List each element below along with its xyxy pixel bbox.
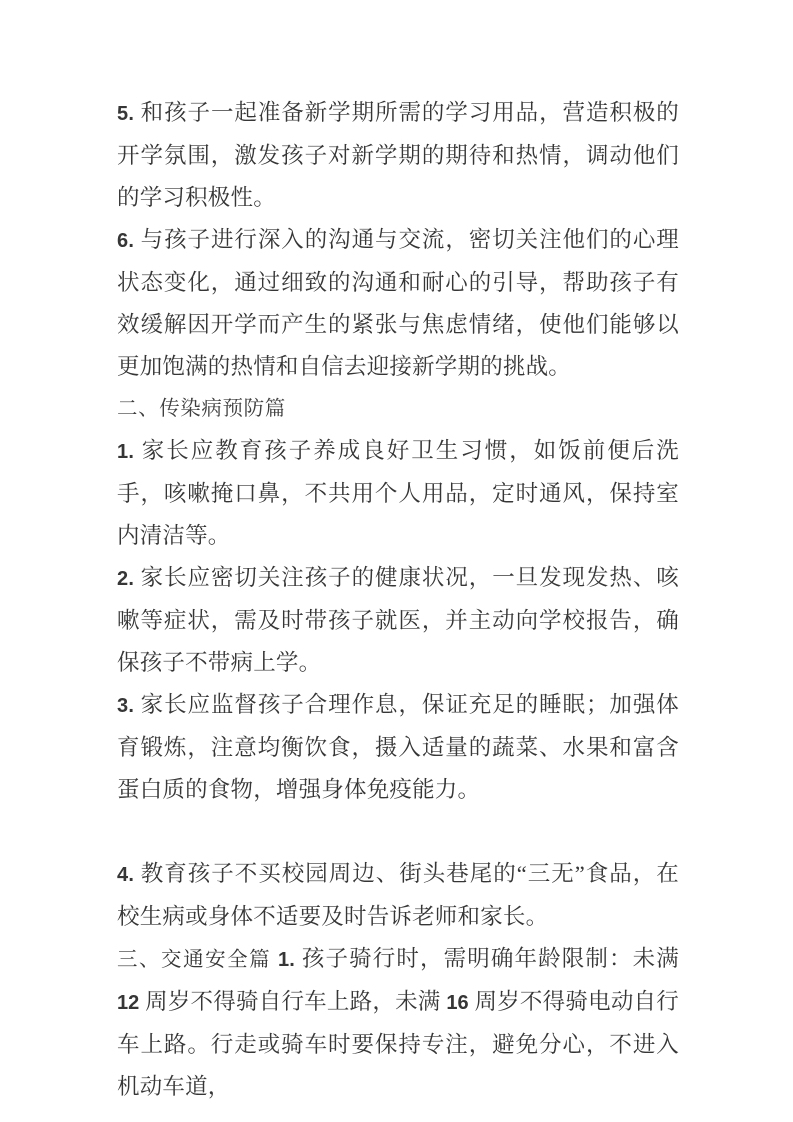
inline-number: 4. <box>117 864 135 886</box>
paragraph-item-6: 6. 与孩子进行深入的沟通与交流，密切关注他们的心理状态变化，通过细致的沟通和耐心的引导，帮助孩子有效缓解因开学而产生的紧张与焦虑情绪，使他们能够以更加饱满的热情和自信去迎接新学期的挑战。 <box>117 227 679 379</box>
inline-number: 3. <box>117 695 135 717</box>
inline-number: 5. <box>117 103 135 125</box>
paragraph-item-4: 4. 教育孩子不买校园周边、街头巷尾的“三无”食品，在校生病或身体不适要及时告诉老师和家长。 <box>117 861 679 929</box>
paragraph-item-1: 1. 家长应教育孩子养成良好卫生习惯，如饭前便后洗手，咳嗽掩口鼻，不共用个人用品，定时通风，保持室内清洁等。 <box>117 438 679 548</box>
inline-number: 2. <box>117 568 135 590</box>
paragraph-item-3: 3. 家长应监督孩子合理作息，保证充足的睡眠；加强体育锻炼，注意均衡饮食，摄入适量的蔬菜、水果和富含蛋白质的食物，增强身体免疫能力。 <box>117 692 679 802</box>
paragraph-item-5: 5. 和孩子一起准备新学期所需的学习用品，营造积极的开学氛围，激发孩子对新学期的期待和热情，调动他们的学习积极性。 <box>117 100 679 210</box>
inline-number: 12 <box>117 992 140 1014</box>
section-heading-infectious-disease: 二、传染病预防篇 <box>117 398 286 420</box>
inline-number: 16 <box>446 992 469 1014</box>
inline-number: 1. <box>277 949 296 971</box>
inline-number: 6. <box>117 230 135 252</box>
section-heading-traffic-safety-with-item-1: 三、交通安全篇 1. 孩子骑行时，需明确年龄限制：未满 12 周岁不得骑自行车上路，未满 16 周岁不得骑电动自行车上路。行走或骑车时要保持专注，避免分心，不进入机动车道， <box>117 946 679 1099</box>
blank-line-separator <box>117 811 679 853</box>
paragraph-item-2: 2. 家长应密切关注孩子的健康状况，一旦发现发热、咳嗽等症状，需及时带孩子就医，并主动向学校报告，确保孩子不带病上学。 <box>117 565 679 675</box>
inline-number: 1. <box>117 441 135 463</box>
inline-section-heading: 三、交通安全篇 <box>117 949 272 971</box>
document-text-body <box>117 92 679 1108</box>
